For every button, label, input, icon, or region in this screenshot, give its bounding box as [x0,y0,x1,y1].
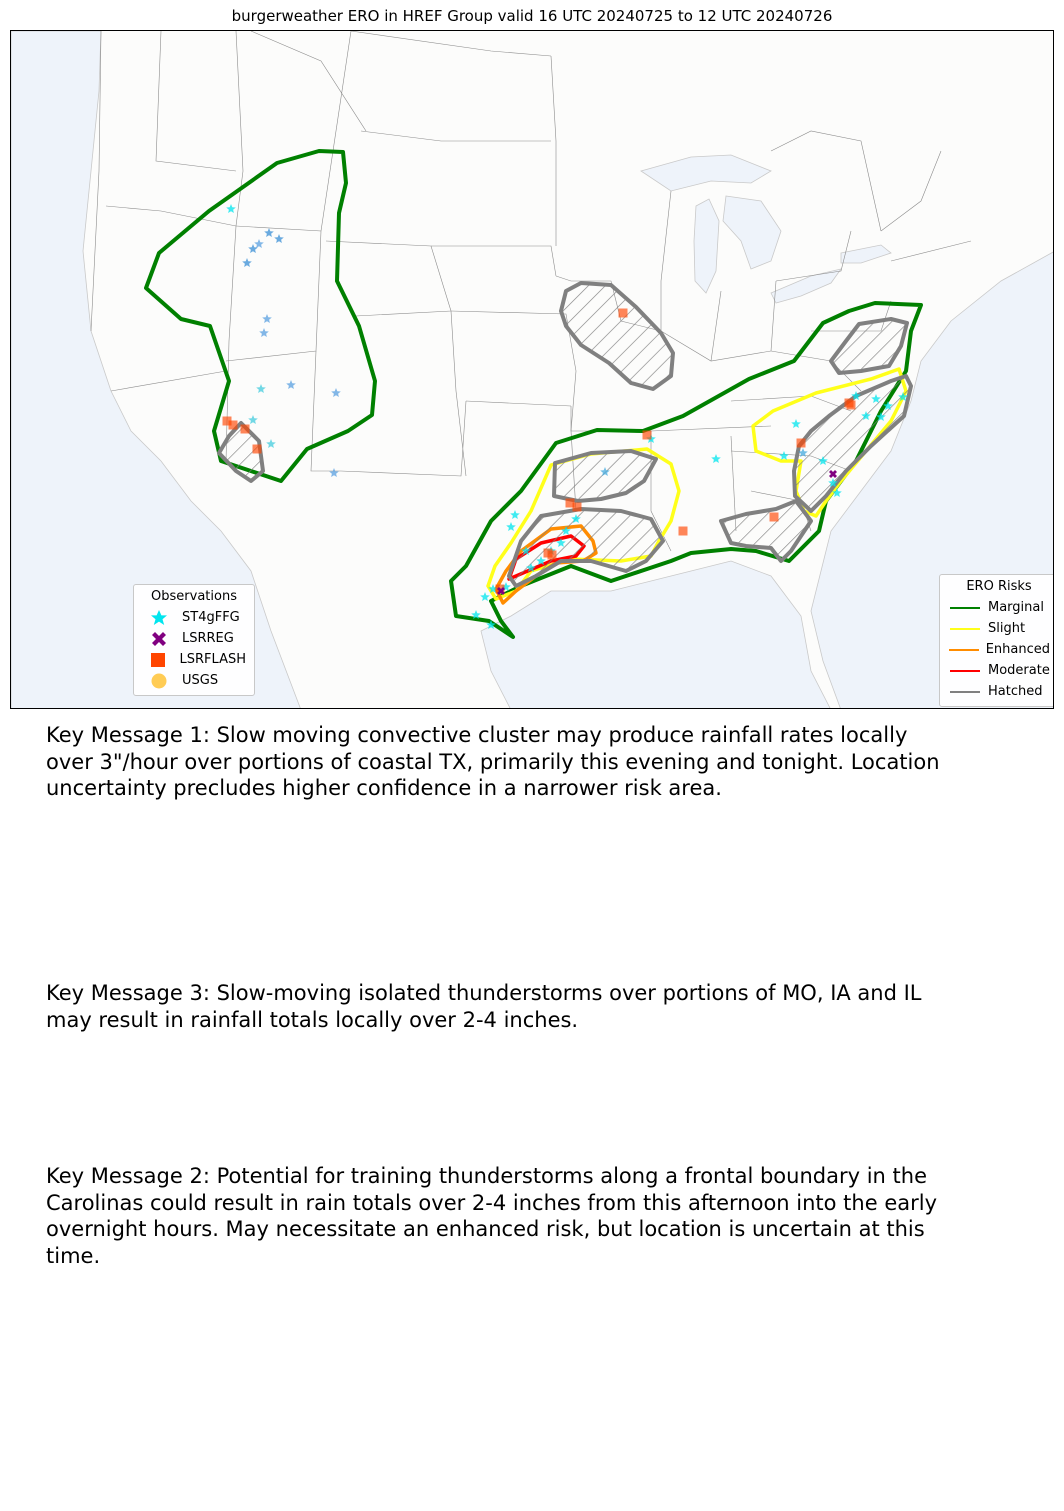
lake-huron [723,196,781,269]
hatched-area-midwest [561,283,673,389]
st4gffg-marker [510,510,520,519]
legend-item-st4gffg [142,607,246,628]
st4gffg-marker [266,439,276,448]
gulf-of-mexico [481,561,831,709]
st4gffg-marker [254,239,264,248]
marginal-line-icon [948,607,982,609]
st4gffg-marker [264,228,274,237]
legend-item-moderate [948,660,1050,681]
legend-label-slight: Slight [988,621,1026,636]
lsrflash-marker [241,425,250,434]
legend-item-lsrreg [142,628,246,649]
lsrflash-marker [679,527,688,536]
lsrflash-marker [797,439,806,448]
lake-michigan [694,199,719,293]
hatched-area-lousiana [554,451,656,501]
st4gffg-marker [259,328,269,337]
lsrflash-marker [847,401,856,410]
st4gffg-marker [248,244,258,253]
legend-item-lsrflash [142,649,246,670]
circle-icon [142,672,176,690]
st4gffg-marker [256,384,266,393]
st4gffg-marker [329,468,339,477]
lsrflash-marker [548,551,557,560]
st4gffg-marker [286,380,296,389]
legend-label-moderate: Moderate [988,663,1050,678]
legend-label-lsrreg: LSRREG [182,631,234,646]
lake-superior [641,155,771,191]
legend-label-hatched: Hatched [988,684,1043,699]
lsrflash-marker [573,503,582,512]
square-icon [142,651,174,669]
st4gffg-marker [480,592,490,601]
legend-item-enhanced [948,639,1050,660]
key-message-1: Key Message 1: Slow moving convective cluster may produce rainfall rates locally over 3"/hour over portions of coastal TX, primarily this evening and tonight. Location uncertainty precludes higher confidence in a narrower risk area. [46,723,940,800]
st4gffg-marker [779,451,789,460]
st4gffg-marker [711,454,721,463]
st4gffg-marker [262,314,272,323]
st4gffg-marker [274,234,284,243]
lsrflash-marker [770,513,779,522]
ero-legend-title: ERO Risks [966,579,1032,594]
legend-label-marginal: Marginal [988,600,1044,615]
lsrflash-marker [253,445,262,454]
ero-map [10,30,1054,709]
legend-item-slight [948,618,1050,639]
hatched-area-texas [509,509,663,586]
legend-label-usgs: USGS [182,673,219,688]
legend-label-enhanced: Enhanced [985,642,1050,657]
st4gffg-marker [242,258,252,267]
legend-label-lsrflash: LSRFLASH [179,652,246,667]
lsrflash-marker [619,309,628,318]
legend-item-usgs [142,670,246,691]
star-icon [142,609,176,627]
lake-erie [771,269,841,303]
enhanced-line-icon [948,649,980,651]
legend-item-hatched [948,681,1050,702]
x-icon [142,630,176,648]
st4gffg-marker [331,388,341,397]
st4gffg-marker [226,204,236,213]
lsrflash-marker [643,431,652,440]
map-title: burgerweather ERO in HREF Group valid 16 UTC 20240725 to 12 UTC 20240726 [231,7,833,25]
st4gffg-marker [248,415,258,424]
slight-line-icon [948,628,982,630]
marginal-risk-area-west [146,151,375,481]
key-message-2: Key Message 2: Potential for training thunderstorms along a frontal boundary in the Carolinas could result in rain totals over 2-4 inches from this afternoon into the early overnight hours. May necessitate an enhanced risk, but location is uncertain at this time. [46,1164,938,1268]
lsrflash-marker [229,421,238,430]
legend-item-marginal [948,597,1050,618]
moderate-line-icon [948,670,982,672]
legend-label-st4gffg: ST4gFFG [182,610,240,625]
hatched-line-icon [948,691,982,693]
observations-legend-title: Observations [151,589,237,604]
lake-ontario [841,245,891,263]
st4gffg-marker [791,419,801,428]
hatched-area-virginia [831,319,907,373]
observation-markers [223,204,908,629]
observations-legend [133,584,255,696]
st4gffg-marker [506,522,516,531]
key-message-3: Key Message 3: Slow-moving isolated thunderstorms over portions of MO, IA and IL may result in rainfall totals locally over 2-4 inches. [46,981,922,1032]
ero-risks-legend [939,574,1054,707]
